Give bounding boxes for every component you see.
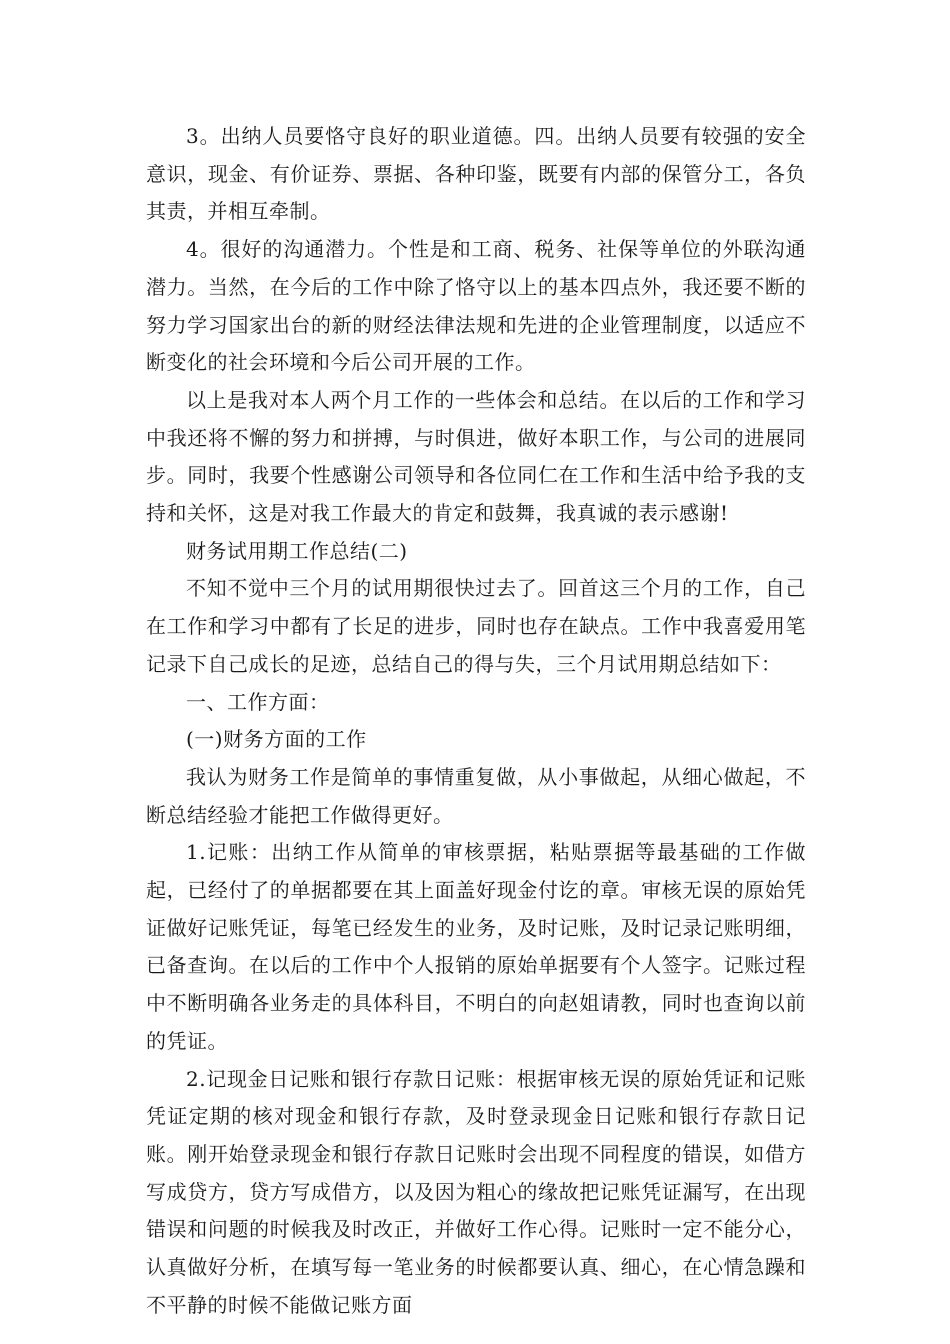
- document-body: [146, 118, 806, 1325]
- paragraph-bookkeeping: 1.记账：出纳工作从简单的审核票据，粘贴票据等最基础的工作做起，已经付了的单据都要在其上面盖好现金付讫的章。审核无误的原始凭证做好记账凭证，每笔已经发生的业务，及时记账，及时记录记账明细，已备查询。在以后的工作中个人报销的原始单据要有个人签字。记账过程中不断明确各业务走的具体科目，不明白的向赵姐请教，同时也查询以前的凭证。: [146, 840, 806, 1053]
- paragraph-intro: 不知不觉中三个月的试用期很快过去了。回首这三个月的工作，自己在工作和学习中都有了长足的进步，同时也存在缺点。工作中我喜爱用笔记录下自己成长的足迹，总结自己的得与失，三个月试用期总结如下：: [146, 576, 806, 676]
- paragraph-cashier-ethics: 3。出纳人员要恪守良好的职业道德。四。出纳人员要有较强的安全意识，现金、有价证券、票据、各种印鉴，既要有内部的保管分工，各负其责，并相互牵制。: [146, 124, 806, 224]
- paragraph-communication: 4。很好的沟通潜力。个性是和工商、税务、社保等单位的外联沟通潜力。当然，在今后的工作中除了恪守以上的基本四点外，我还要不断的努力学习国家出台的新的财经法律法规和先进的企业管理制度，以适应不断变化的社会环境和今后公司开展的工作。: [146, 237, 806, 375]
- paragraph-cash-journal: 2.记现金日记账和银行存款日记账：根据审核无误的原始凭证和记账凭证定期的核对现金和银行存款，及时登录现金日记账和银行存款日记账。刚开始登录现金和银行存款日记账时会出现不同程度的错误，如借方写成贷方，贷方写成借方，以及因为粗心的缘故把记账凭证漏写，在出现错误和问题的时候我及时改正，并做好工作心得。记账时一定不能分心，认真做好分析，在填写每一笔业务的时候都要认真、细心，在心情急躁和不平静的时候不能做记账方面: [146, 1066, 806, 1317]
- paragraph-summary-thanks: 以上是我对本人两个月工作的一些体会和总结。在以后的工作和学习中我还将不懈的努力和拼搏，与时俱进，做好本职工作，与公司的进展同步。同时，我要个性感谢公司领导和各位同仁在工作和生活中给予我的支持和关怀，这是对我工作最大的肯定和鼓舞，我真诚的表示感谢!: [146, 387, 806, 526]
- subheading-finance: (一)财务方面的工作: [186, 727, 367, 752]
- heading-work: 一、工作方面：: [186, 689, 330, 714]
- section-title: 财务试用期工作总结(二): [186, 538, 408, 563]
- paragraph-finance-view: 我认为财务工作是简单的事情重复做，从小事做起，从细心做起，不断总结经验才能把工作做得更好。: [146, 764, 806, 827]
